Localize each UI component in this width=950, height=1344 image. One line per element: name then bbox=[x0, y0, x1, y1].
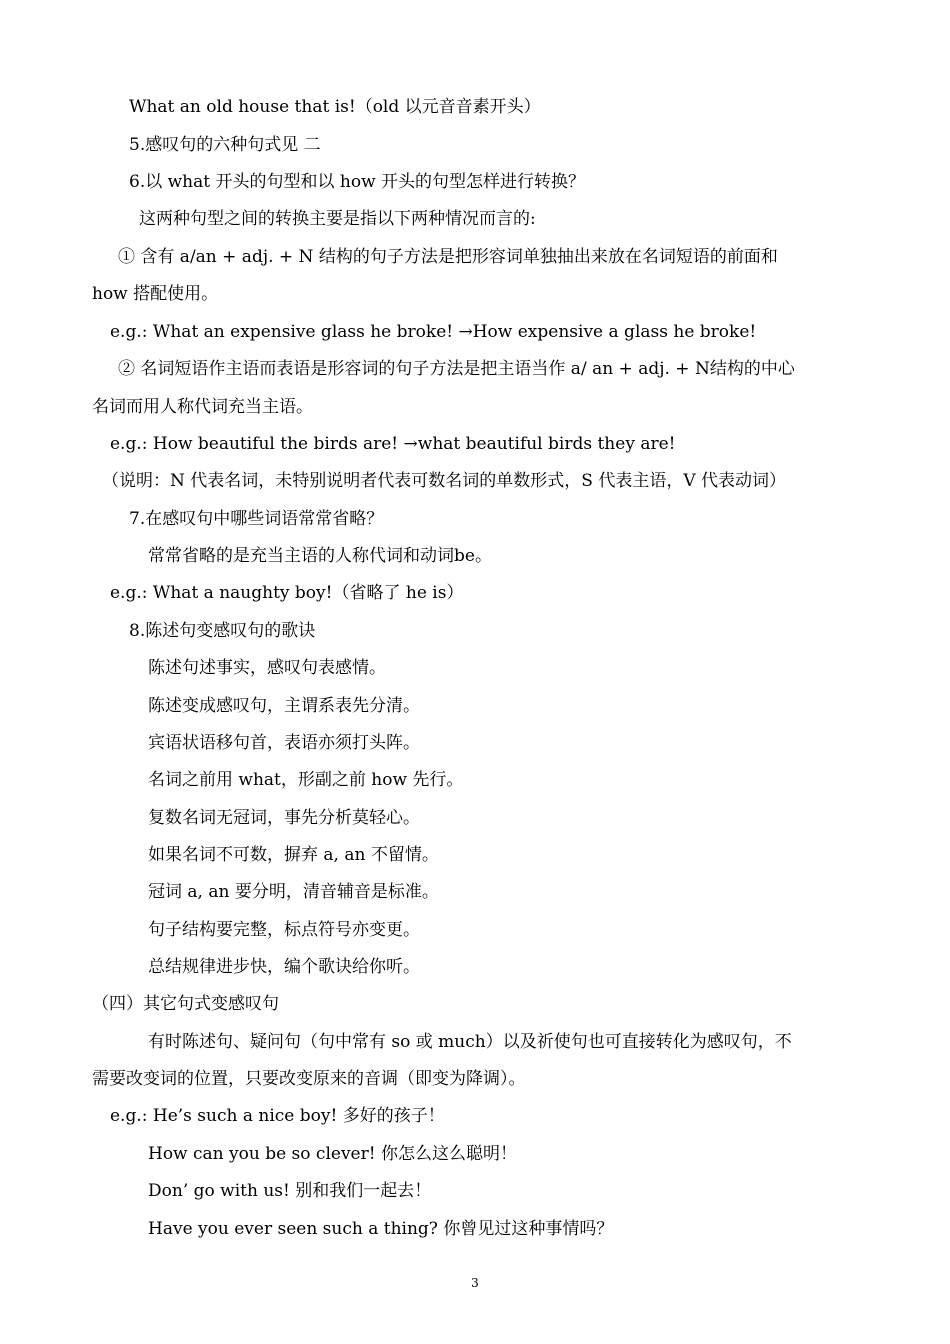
text-line: ② 名词短语作主语而表语是形容词的句子方法是把主语当作 a/ an + adj. + N结构的中心 bbox=[118, 359, 795, 379]
text-line: e.g.: He’s such a nice boy! 多好的孩子！ bbox=[110, 1106, 445, 1126]
text-line: 陈述变成感叹句，主谓系表先分清。 bbox=[148, 696, 420, 716]
text-line: ① 含有 a/an + adj. + N 结构的句子方法是把形容词单独抽出来放在名词短语的前面和 bbox=[118, 247, 778, 267]
text-line: 需要改变词的位置，只要改变原来的音调（即变为降调）。 bbox=[92, 1069, 526, 1089]
text-line: 陈述句述事实，感叹句表感情。 bbox=[148, 658, 386, 678]
text-line: （说明：N 代表名词，未特别说明者代表可数名词的单数形式，S 代表主语，V 代表动词） bbox=[102, 471, 787, 491]
text-line: 8.陈述句变感叹句的歌诀 bbox=[129, 621, 316, 641]
text-line: 冠词 a, an 要分明，清音辅音是标准。 bbox=[148, 882, 439, 902]
text-line: 句子结构要完整，标点符号亦变更。 bbox=[148, 920, 420, 940]
text-line: How can you be so clever! 你怎么这么聪明！ bbox=[148, 1144, 517, 1164]
text-line: 名词而用人称代词充当主语。 bbox=[92, 397, 313, 417]
text-line: 6.以 what 开头的句型和以 how 开头的句型怎样进行转换？ bbox=[129, 172, 586, 192]
text-line: 常常省略的是充当主语的人称代词和动词be。 bbox=[148, 546, 492, 566]
text-line: 5.感叹句的六种句式见 二 bbox=[129, 135, 321, 155]
text-line: 有时陈述句、疑问句（句中常有 so 或 much）以及祈使句也可直接转化为感叹句，不 bbox=[148, 1032, 792, 1052]
text-line: e.g.: How beautiful the birds are! →what beautiful birds they are! bbox=[110, 434, 676, 454]
text-line: Have you ever seen such a thing? 你曾见过这种事情吗？ bbox=[148, 1219, 614, 1239]
text-line: 名词之前用 what，形副之前 how 先行。 bbox=[148, 770, 464, 790]
text-line: e.g.: What a naughty boy!（省略了 he is） bbox=[110, 583, 464, 603]
text-line: e.g.: What an expensive glass he broke! →How expensive a glass he broke! bbox=[110, 322, 757, 342]
text-line: 这两种句型之间的转换主要是指以下两种情况而言的: bbox=[139, 209, 536, 229]
text-line: 宾语状语移句首，表语亦须打头阵。 bbox=[148, 733, 420, 753]
text-line: how 搭配使用。 bbox=[92, 284, 219, 304]
text-line: What an old house that is!（old 以元音音素开头） bbox=[129, 97, 541, 117]
text-line: 如果名词不可数，摒弃 a, an 不留情。 bbox=[148, 845, 439, 865]
section-heading: （四）其它句式变感叹句 bbox=[92, 994, 279, 1014]
page-number: 3 bbox=[471, 1276, 479, 1290]
text-line: 复数名词无冠词，事先分析莫轻心。 bbox=[148, 808, 420, 828]
text-line: Don’ go with us! 别和我们一起去！ bbox=[148, 1181, 432, 1201]
text-line: 总结规律进步快，编个歌诀给你听。 bbox=[148, 957, 420, 977]
text-line: 7.在感叹句中哪些词语常常省略？ bbox=[129, 509, 384, 529]
